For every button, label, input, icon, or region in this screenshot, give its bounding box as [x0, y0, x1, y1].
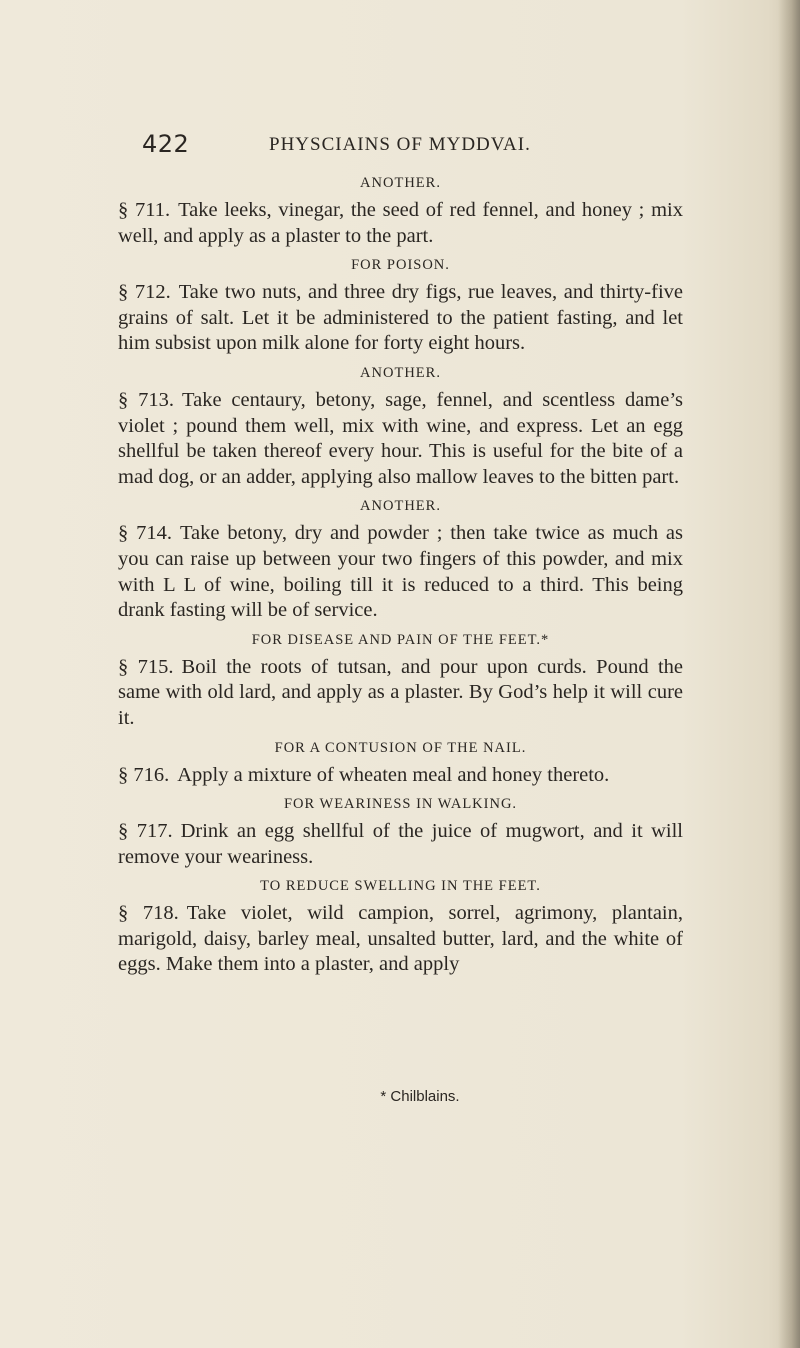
- section-heading: FOR POISON.: [351, 257, 450, 274]
- section-number: § 715.: [118, 655, 174, 678]
- paragraph-714: [118, 521, 683, 623]
- page-header: [142, 130, 702, 164]
- paragraph-text: Apply a mixture of wheaten meal and honey thereto.: [177, 763, 610, 786]
- section-number: § 712.: [118, 281, 171, 304]
- paragraph-715: [118, 655, 683, 732]
- footnote: [0, 1088, 800, 1105]
- paragraph-713: [118, 388, 683, 490]
- section-heading: ANOTHER.: [360, 175, 441, 191]
- section-number: § 714.: [118, 522, 172, 545]
- paragraph-716: [118, 763, 683, 789]
- paragraph-text: Boil the roots of tutsan, and pour upon curds. Pound the same with old lard, and apply as a plaster. By God’s help it will cure it.: [118, 655, 684, 729]
- paragraph-text: Take two nuts, and three dry figs, rue leaves, and thirty-five grains of salt. Let it be administered to the patient fasting, and let him subsist upon milk alone for forty eight hours.: [118, 281, 684, 355]
- section-number: § 716.: [118, 763, 170, 786]
- paragraph-717: [118, 819, 683, 870]
- section-heading: FOR WEARINESS IN WALKING.: [283, 796, 518, 813]
- paragraph-711: [118, 198, 683, 249]
- section-number: § 717.: [118, 820, 173, 843]
- section-number: § 711.: [118, 199, 171, 221]
- section-heading: ANOTHER.: [360, 364, 441, 381]
- paragraph-text: Take centaury, betony, sage, fennel, and scentless dame’s violet ; pound them well, mix with wine, and express. Let an egg shellful be taken thereof every hour. This is useful for the bite of a mad dog, or an adder, applying also mallow leaves to the bitten part.: [118, 388, 684, 488]
- paragraph-text: Take betony, dry and powder ; then take twice as much as you can raise up between your two fingers of this powder, and mix with L L of wine, boiling till it is reduced to a third. This being drank fasting will be of service.: [118, 522, 683, 622]
- paragraph-text: Take leeks, vinegar, the seed of red fennel, and honey ; mix well, and apply as a plaster to the part.: [118, 199, 683, 247]
- page-number: 422: [142, 130, 190, 158]
- page-edge-shadow: [778, 0, 800, 1348]
- running-title: PHYSCIAINS OF MYDDVAI.: [269, 134, 531, 155]
- paragraph-718: [118, 901, 683, 978]
- section-heading: FOR DISEASE AND PAIN OF THE FEET.*: [251, 631, 550, 648]
- section-number: § 718.: [118, 902, 179, 925]
- paragraph-text: Drink an egg shellful of the juice of mugwort, and it will remove your weariness.: [118, 820, 683, 868]
- paragraph-712: [118, 280, 683, 357]
- section-heading: ANOTHER.: [360, 498, 441, 515]
- section-heading: TO REDUCE SWELLING IN THE FEET.: [260, 878, 541, 895]
- section-number: § 713.: [118, 388, 174, 411]
- section-heading: FOR A CONTUSION OF THE NAIL.: [274, 739, 527, 756]
- footnote-text: * Chilblains.: [380, 1088, 460, 1105]
- page-body: [118, 167, 683, 982]
- paragraph-text: Take violet, wild campion, sorrel, agrimony, plantain, marigold, daisy, barley meal, unsalted butter, lard, and the white of eggs. Make them into a plaster, and apply: [118, 902, 683, 976]
